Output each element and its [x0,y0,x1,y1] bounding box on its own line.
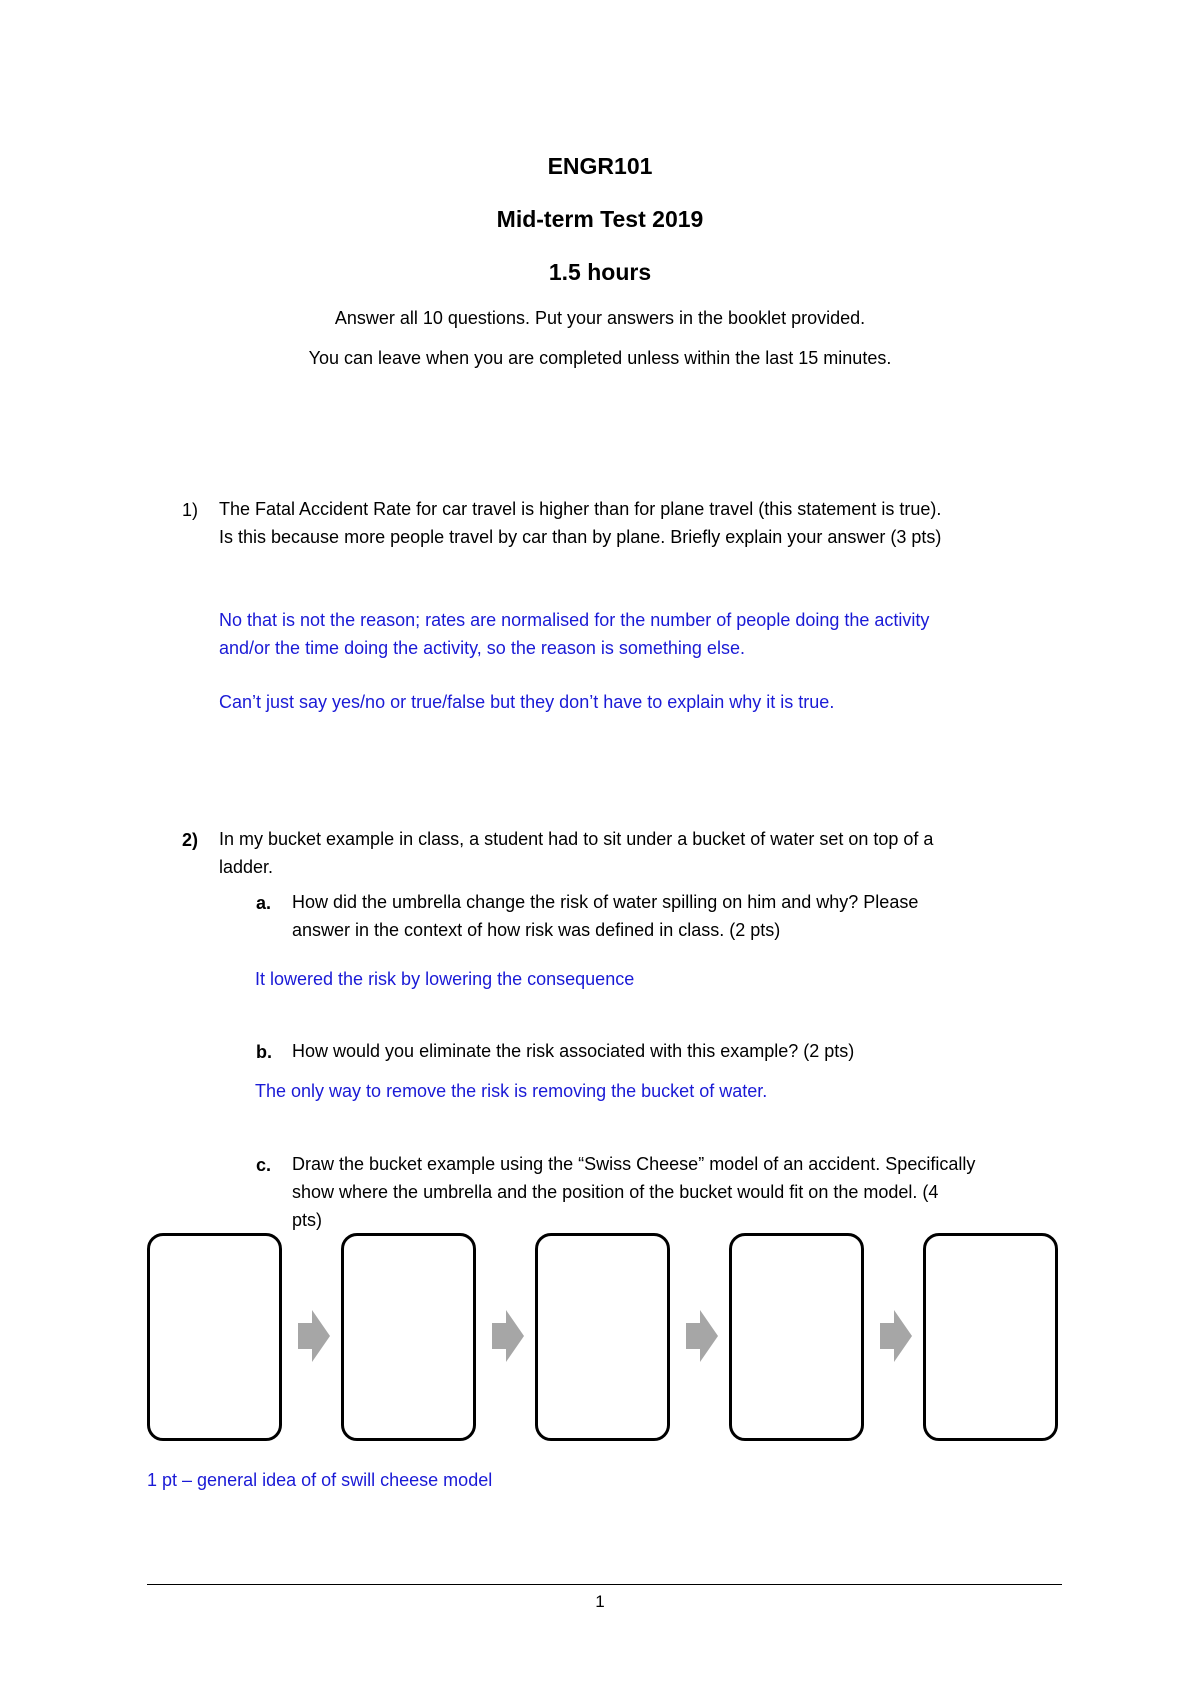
question-2-number: 2) [182,830,199,850]
question-1-answer-note: Can’t just say yes/no or true/false but they don’t have to explain why it is true. [219,692,835,712]
right-arrow-icon [880,1310,912,1362]
question-1-answer-line-2: and/or the time doing the activity, so the reason is something else. [219,638,745,658]
cheese-slice-box [729,1233,864,1441]
question-2a-answer: It lowered the risk by lowering the consequence [255,969,635,989]
question-2b-answer: The only way to remove the risk is removing the bucket of water. [255,1081,768,1101]
question-1-answer-line-1: No that is not the reason; rates are normalised for the number of people doing the activity [219,610,930,630]
page-number: 1 [595,1592,605,1611]
question-2-line-1: In my bucket example in class, a student had to sit under a bucket of water set on top of a [219,829,934,849]
question-2a-letter: a. [256,893,272,913]
question-2c-line-3: pts) [292,1210,323,1230]
right-arrow-icon [298,1310,330,1362]
question-2c-line-2: show where the umbrella and the position of the bucket would fit on the model. (4 [292,1182,939,1202]
cheese-slice-box [535,1233,670,1441]
test-duration: 1.5 hours [548,259,652,285]
instruction-leave: You can leave when you are completed unless within the last 15 minutes. [308,348,892,368]
footer-divider [147,1584,1062,1585]
question-2-line-2: ladder. [219,857,274,877]
course-code: ENGR101 [547,153,653,179]
cheese-slice-box [341,1233,476,1441]
question-2b-letter: b. [256,1042,272,1062]
right-arrow-icon [686,1310,718,1362]
test-title: Mid-term Test 2019 [496,206,704,232]
cheese-slice-box [923,1233,1058,1441]
question-1-line-2: Is this because more people travel by car than by plane. Briefly explain your answer (3 pts) [219,527,942,547]
instruction-answer-all: Answer all 10 questions. Put your answers in the booklet provided. [334,308,866,328]
question-1-line-1: The Fatal Accident Rate for car travel is higher than for plane travel (this statement is true). [219,499,942,519]
question-2c-answer: 1 pt – general idea of of swill cheese model [147,1470,493,1490]
cheese-slice-box [147,1233,282,1441]
right-arrow-icon [492,1310,524,1362]
question-1-number: 1) [182,500,199,520]
question-2b-line: How would you eliminate the risk associated with this example? (2 pts) [292,1041,855,1061]
question-2c-line-1: Draw the bucket example using the “Swiss Cheese” model of an accident. Specifically [292,1154,976,1174]
question-2c-letter: c. [256,1155,272,1175]
question-2a-line-2: answer in the context of how risk was defined in class. (2 pts) [292,920,781,940]
question-2a-line-1: How did the umbrella change the risk of water spilling on him and why? Please [292,892,919,912]
